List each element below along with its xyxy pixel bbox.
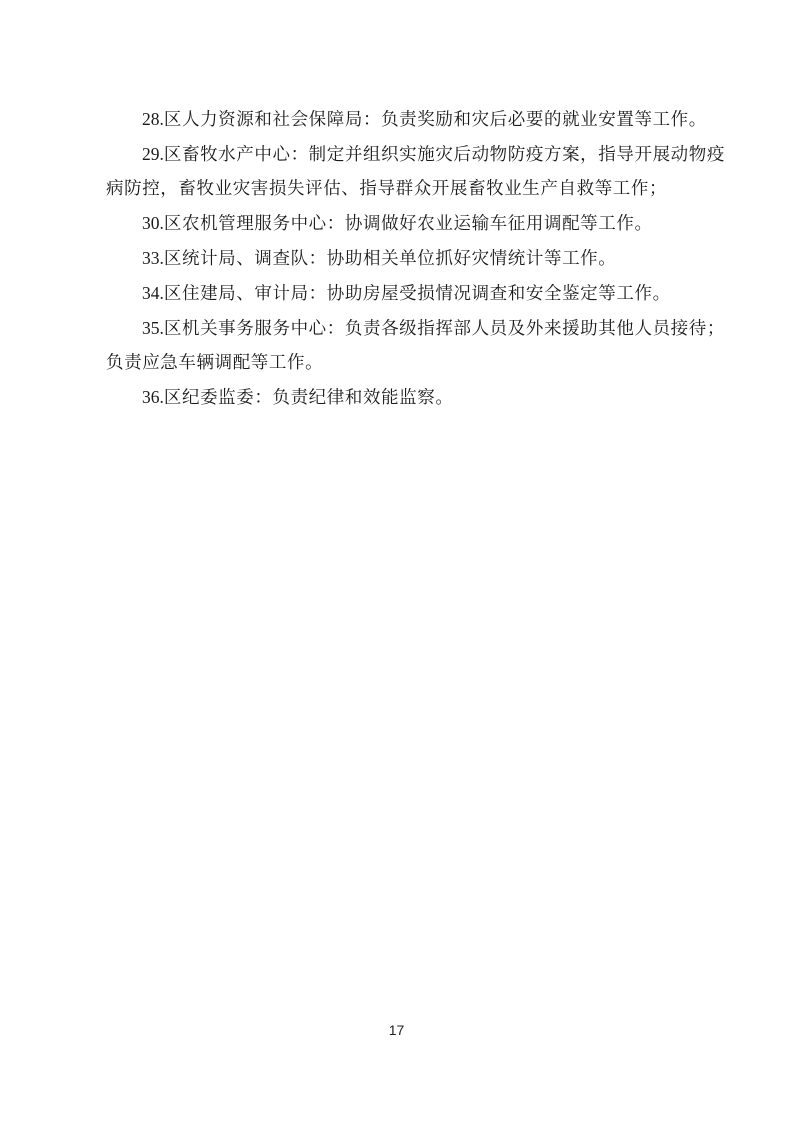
paragraph-number: 34. xyxy=(142,283,164,303)
paragraph-text: 区农机管理服务中心：协调做好农业运输车征用调配等工作。 xyxy=(163,214,653,234)
paragraph-number: 33. xyxy=(142,248,164,268)
paragraph-30 xyxy=(106,206,726,241)
paragraph-text: 区机关事务服务中心：负责各级指挥部人员及外来援助其他人员接待；负责应急车辆调配等工作。 xyxy=(106,319,725,373)
paragraph-number: 30. xyxy=(142,213,164,233)
paragraph-35 xyxy=(106,311,726,380)
paragraph-number: 28. xyxy=(142,109,164,129)
paragraph-number: 29. xyxy=(142,144,164,164)
paragraph-text: 区统计局、调查队：协助相关单位抓好灾情统计等工作。 xyxy=(163,249,617,269)
paragraph-36 xyxy=(106,380,726,415)
paragraph-text: 区人力资源和社会保障局：负责奖励和灾后必要的就业安置等工作。 xyxy=(163,110,707,130)
paragraph-28 xyxy=(106,102,726,137)
paragraph-29 xyxy=(106,137,726,206)
paragraph-33 xyxy=(106,241,726,276)
paragraph-number: 36. xyxy=(142,387,164,407)
page-number: 17 xyxy=(388,1022,405,1038)
paragraph-34 xyxy=(106,276,726,311)
paragraph-text: 区住建局、审计局：协助房屋受损情况调查和安全鉴定等工作。 xyxy=(163,284,671,304)
paragraph-text: 区畜牧水产中心：制定并组织实施灾后动物防疫方案，指导开展动物疫病防控，畜牧业灾害损失评估、指导群众开展畜牧业生产自救等工作； xyxy=(106,145,725,199)
paragraph-text: 区纪委监委：负责纪律和效能监察。 xyxy=(163,388,454,408)
document-body xyxy=(106,102,726,415)
paragraph-number: 35. xyxy=(142,318,164,338)
